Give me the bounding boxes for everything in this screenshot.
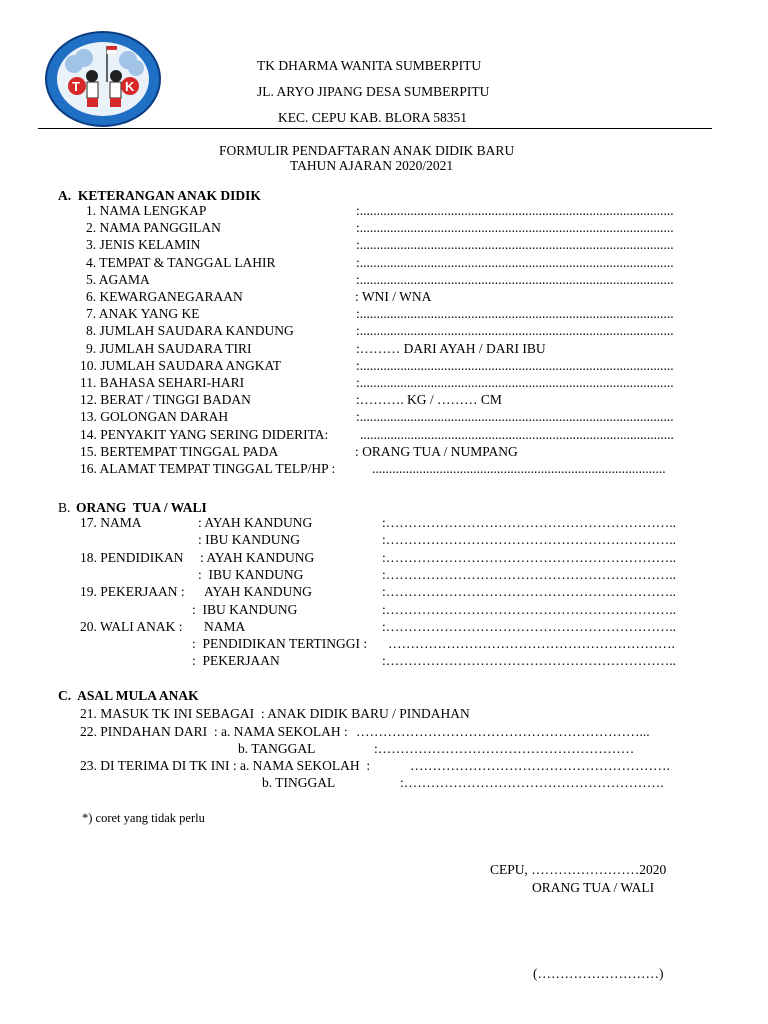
section-b-heading: ORANG TUA / WALI	[76, 500, 207, 515]
field-14-label: 14. PENYAKIT YANG SERING DIDERITA:	[80, 427, 329, 442]
parent-field-sublabel: : AYAH KANDUNG	[198, 515, 313, 530]
field-23a-label: 23. DI TERIMA DI TK INI : a. NAMA SEKOLAH :	[80, 758, 371, 773]
parent-field-input[interactable]: :………………………………………………………..	[382, 567, 677, 582]
parent-field-input[interactable]: :………………………………………………………..	[382, 619, 677, 634]
parent-field-sublabel: : PEKERJAAN	[192, 653, 280, 668]
parent-field-sublabel: : PENDIDIKAN TERTINGGI :	[192, 636, 368, 651]
form-title: FORMULIR PENDAFTARAN ANAK DIDIK BARU	[219, 143, 515, 158]
field-23a-input[interactable]: ………………………………………………….	[410, 758, 670, 773]
field-10-input[interactable]: :.............................................................................................	[356, 358, 674, 373]
parent-field-label: 18. PENDIDIKAN	[80, 550, 184, 565]
field-22a-input[interactable]: ………………………………………………………...	[356, 724, 650, 739]
section-c-heading: C. ASAL MULA ANAK	[58, 688, 199, 703]
parent-field-input[interactable]: :………………………………………………………..	[382, 532, 677, 547]
parent-field-label: 19. PEKERJAAN :	[80, 584, 185, 599]
section-b-prefix: B.	[58, 500, 71, 515]
school-district: KEC. CEPU KAB. BLORA 58351	[278, 110, 468, 125]
signature-role: ORANG TUA / WALI	[532, 880, 655, 895]
parent-field-label: 17. NAMA	[80, 515, 142, 530]
field-1-input[interactable]: :.............................................................................................	[356, 203, 674, 218]
parent-field-sublabel: : IBU KANDUNG	[198, 567, 304, 582]
field-10-label: 10. JUMLAH SAUDARA ANGKAT	[80, 358, 282, 373]
field-22a-label: 22. PINDAHAN DARI : a. NAMA SEKOLAH :	[80, 724, 348, 739]
field-6-label: 6. KEWARGANEGARAAN	[86, 289, 243, 304]
parent-field-sublabel: NAMA	[204, 619, 246, 634]
field-11-input[interactable]: :.............................................................................................	[356, 375, 674, 390]
field-16-label: 16. ALAMAT TEMPAT TINGGAL TELP/HP :	[80, 461, 336, 476]
field-12-input[interactable]: :………. KG / ……… CM	[356, 392, 502, 407]
field-12-label: 12. BERAT / TINGGI BADAN	[80, 392, 251, 407]
field-8-label: 8. JUMLAH SAUDARA KANDUNG	[86, 323, 294, 338]
field-23b-label: b. TINGGAL	[262, 775, 336, 790]
signature-place-date[interactable]: CEPU, ……………………2020	[490, 862, 667, 877]
form-subtitle: TAHUN AJARAN 2020/2021	[290, 158, 454, 173]
parent-field-sublabel: : IBU KANDUNG	[198, 532, 300, 547]
field-6-input[interactable]: : WNI / WNA	[355, 289, 432, 304]
field-16-input[interactable]: .......................................................................................	[372, 461, 666, 476]
field-4-input[interactable]: :.............................................................................................	[356, 255, 674, 270]
field-15-label: 15. BERTEMPAT TINGGAL PADA	[80, 444, 279, 459]
field-21: 21. MASUK TK INI SEBAGAI : ANAK DIDIK BARU / PINDAHAN	[80, 706, 470, 721]
field-5-input[interactable]: :.............................................................................................	[356, 272, 674, 287]
field-5-label: 5. AGAMA	[86, 272, 150, 287]
parent-field-input[interactable]: ……………………………………………………….	[388, 636, 675, 651]
field-9-input[interactable]: :……… DARI AYAH / DARI IBU	[356, 341, 546, 356]
parent-field-label: 20. WALI ANAK :	[80, 619, 183, 634]
field-7-label: 7. ANAK YANG KE	[86, 306, 200, 321]
field-3-label: 3. JENIS KELAMIN	[86, 237, 201, 252]
field-1-label: 1. NAMA LENGKAP	[86, 203, 207, 218]
field-8-input[interactable]: :.............................................................................................	[356, 323, 674, 338]
footnote: *) coret yang tidak perlu	[82, 811, 205, 825]
parent-field-input[interactable]: :………………………………………………………..	[382, 653, 677, 668]
parent-field-input[interactable]: :………………………………………………………..	[382, 515, 677, 530]
section-a-heading: A. KETERANGAN ANAK DIDIK	[58, 188, 261, 203]
field-13-label: 13. GOLONGAN DARAH	[80, 409, 229, 424]
field-2-input[interactable]: :.............................................................................................	[356, 220, 674, 235]
svg-text:T: T	[72, 79, 80, 94]
school-logo	[44, 30, 162, 128]
parent-field-sublabel: AYAH KANDUNG	[204, 584, 312, 599]
parent-field-sublabel: : IBU KANDUNG	[192, 602, 298, 617]
field-13-input[interactable]: :.............................................................................................	[356, 409, 674, 424]
field-23b-input[interactable]: :………………………………………………….	[400, 775, 664, 790]
field-9-label: 9. JUMLAH SAUDARA TIRI	[86, 341, 252, 356]
parent-field-input[interactable]: :………………………………………………………..	[382, 602, 677, 617]
svg-text:K: K	[125, 79, 135, 94]
field-2-label: 2. NAMA PANGGILAN	[86, 220, 221, 235]
parent-field-input[interactable]: :………………………………………………………..	[382, 550, 677, 565]
field-7-input[interactable]: :.............................................................................................	[356, 306, 674, 321]
field-11-label: 11. BAHASA SEHARI-HARI	[80, 375, 245, 390]
school-address: JL. ARYO JIPANG DESA SUMBERPITU	[257, 84, 490, 99]
field-22b-label: b. TANGGAL	[238, 741, 316, 756]
signature-name-blank[interactable]: (………………………)	[533, 966, 664, 981]
parent-field-input[interactable]: :………………………………………………………..	[382, 584, 677, 599]
header-divider	[38, 128, 712, 129]
parent-field-sublabel: : AYAH KANDUNG	[200, 550, 315, 565]
field-14-input[interactable]: .............................................................................................	[360, 427, 674, 442]
field-15-input[interactable]: : ORANG TUA / NUMPANG	[355, 444, 518, 459]
school-name: TK DHARMA WANITA SUMBERPITU	[257, 58, 482, 73]
field-22b-input[interactable]: :…………………………………………………	[374, 741, 635, 756]
field-4-label: 4. TEMPAT & TANGGAL LAHIR	[86, 255, 276, 270]
field-3-input[interactable]: :.............................................................................................	[356, 237, 674, 252]
